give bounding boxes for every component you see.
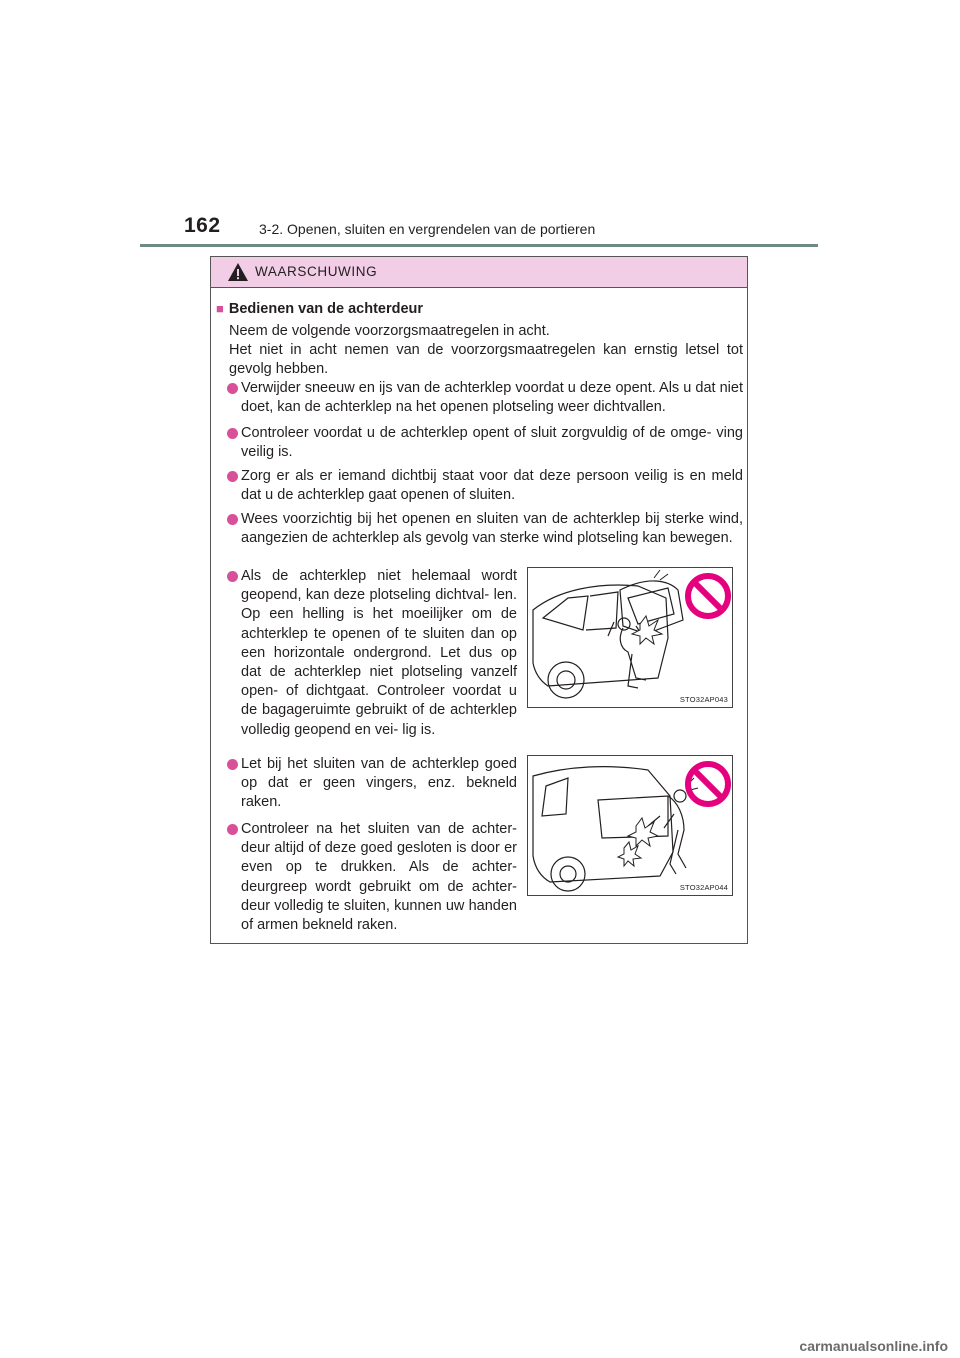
bullet-text: Verwijder sneeuw en ijs van de achterklep voordat u deze opent. Als u dat niet doet, kan de achterklep na het openen plotseling weer dichtvallen. <box>241 380 743 416</box>
intro-line-1: Neem de volgende voorzorgsmaatregelen in acht. <box>229 323 550 339</box>
bullet-dot-icon <box>227 571 238 582</box>
bullet-item <box>227 467 743 505</box>
figure-code: STO32AP043 <box>679 695 728 704</box>
car-tailgate-closing-illustration <box>528 756 732 895</box>
bullet-item <box>227 510 743 548</box>
bullet-dot-icon <box>227 383 238 394</box>
warning-box <box>210 256 748 944</box>
bullet-text: Als de achterklep niet helemaal wordt geopend, kan deze plotseling dichtval- len. Op een helling is het moeilijker om de achterklep te openen of te sluiten dan op een horizontale ondergrond. Let dus op dat de achterklep niet plotseling vanzelf open- of dichtgaat. Controleer voordat u de bagageruimte gebruikt of de achterklep volledig geopend en vei- lig is. <box>241 568 517 738</box>
bullet-text: Zorg er als er iemand dichtbij staat voor dat deze persoon veilig is en meld dat u de achterklep gaat openen of sluiten. <box>241 468 743 504</box>
bullet-item <box>227 567 517 740</box>
intro-line-2: Het niet in acht nemen van de voorzorgsmaatregelen kan ernstig letsel tot gevolg hebben. <box>229 342 743 377</box>
illustration-tailgate-falling <box>527 567 733 708</box>
bullet-item <box>227 424 743 462</box>
bullet-dot-icon <box>227 471 238 482</box>
illustration-tailgate-closing <box>527 755 733 896</box>
bullet-text: Controleer na het sluiten van de achter- deur altijd of deze goed gesloten is door er even op te drukken. Als de achter- deurgreep wordt gebruikt om de achter- deur volledig te sluiten, kunnen uw handen of armen bekneld raken. <box>241 821 517 934</box>
watermark: carmanualsonline.info <box>799 1338 948 1354</box>
bullet-text: Controleer voordat u de achterklep opent of sluit zorgvuldig of de omge- ving veilig is. <box>241 425 743 461</box>
bullet-text: Let bij het sluiten van de achterklep goed op dat er geen vingers, enz. bekneld raken. <box>241 756 517 811</box>
square-bullet-icon: ■ <box>216 301 224 316</box>
bullet-dot-icon <box>227 824 238 835</box>
bullet-item <box>227 820 517 935</box>
prohibition-icon <box>688 576 728 616</box>
bullet-dot-icon <box>227 428 238 439</box>
bullet-item <box>227 755 517 813</box>
figure-code: STO32AP044 <box>679 883 728 892</box>
section-title: 3-2. Openen, sluiten en vergrendelen van de portieren <box>259 221 596 237</box>
warning-heading <box>216 301 423 317</box>
bullet-dot-icon <box>227 514 238 525</box>
warning-title: WAARSCHUWING <box>255 264 378 279</box>
car-tailgate-illustration <box>528 568 732 707</box>
prohibition-icon <box>688 764 728 804</box>
bullet-dot-icon <box>227 759 238 770</box>
page-number: 162 <box>184 214 221 237</box>
header-rule <box>140 244 818 247</box>
bullet-text: Wees voorzichtig bij het openen en sluiten van de achterklep bij sterke wind, aangezien de achterklep als gevolg van sterke wind plotseling kan bewegen. <box>241 511 743 547</box>
heading-text: Bedienen van de achterdeur <box>228 301 424 317</box>
bullet-item <box>227 379 743 417</box>
